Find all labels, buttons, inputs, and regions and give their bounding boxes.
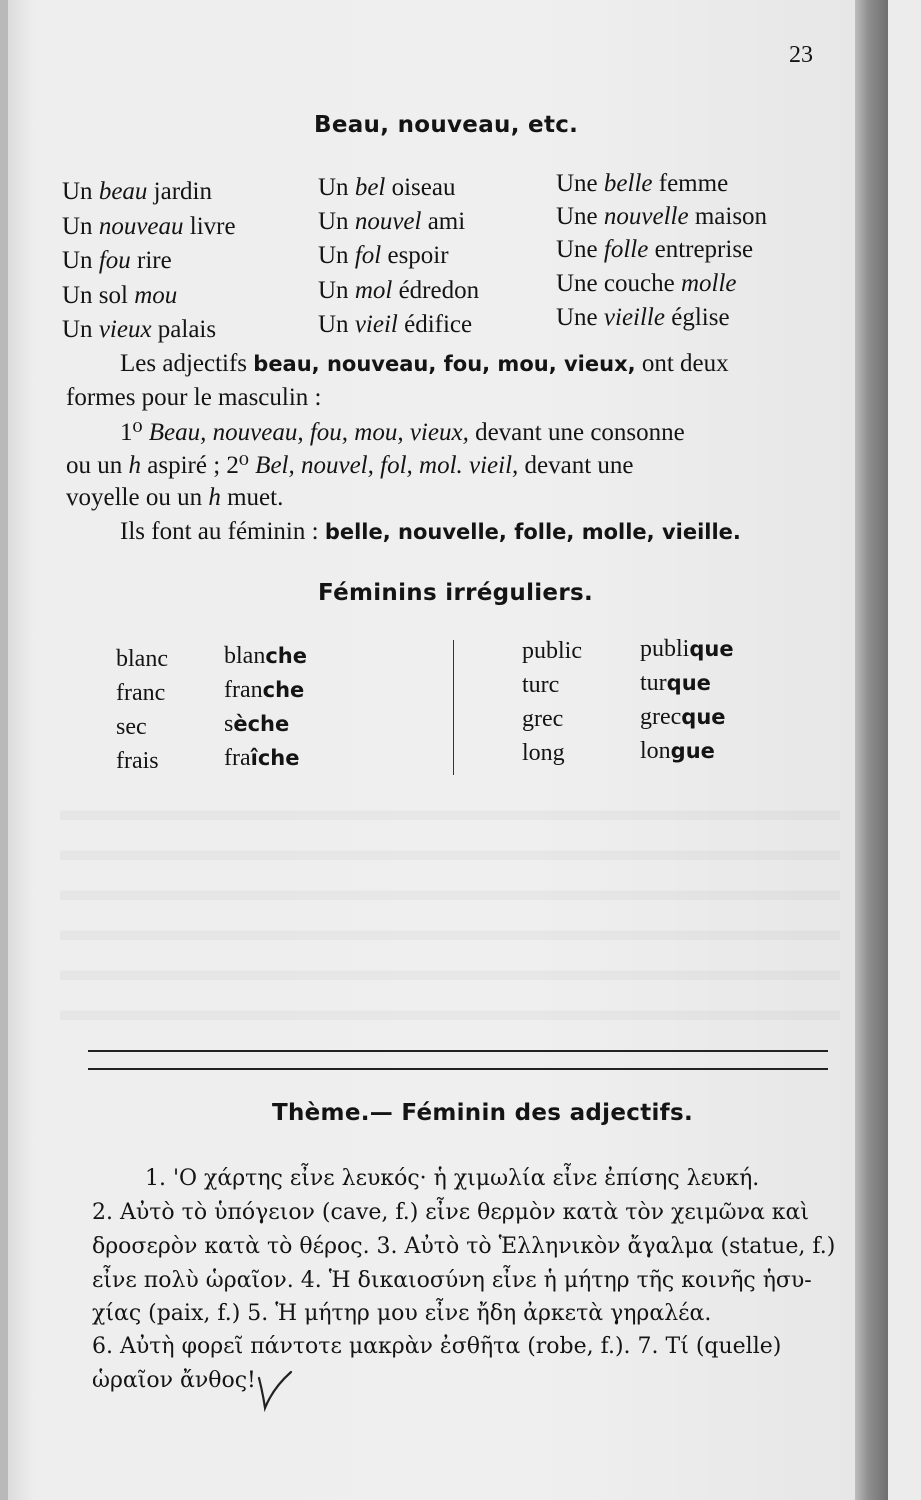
left-masc-1: blanc: [116, 646, 168, 672]
right-fem-3: grecque: [640, 704, 726, 730]
example-row-1-col-1: Un beau jardin: [62, 178, 212, 205]
page-left-edge: [0, 0, 8, 1500]
exercise-line-6: 6. Αὐτὴ φορεῖ πάντοτε μακρὰν ἐσθῆτα (robe, f.). 7. Τί (quelle): [92, 1334, 782, 1359]
rule-line-2: formes pour le masculin :: [66, 384, 322, 411]
exercise-line-3: δροσερὸν κατὰ τὸ θέρος. 3. Αὐτὸ τὸ Ἑλληνικὸν ἄγαλμα (statue, f.): [92, 1234, 836, 1259]
right-fem-1: publique: [640, 636, 734, 662]
left-fem-1: blanche: [224, 643, 307, 669]
example-row-3-col-2: Un fol espoir: [318, 242, 449, 269]
book-binding-shadow: [855, 0, 888, 1500]
left-masc-2: franc: [116, 680, 166, 706]
example-row-5-col-3: Une vieille église: [556, 304, 730, 331]
exercise-line-4: εἶνε πολὺ ὡραῖον. 4. Ἡ δικαιοσύνη εἶνε ἡ μήτηρ τῆς κοινῆς ἡσυ-: [92, 1268, 812, 1293]
left-masc-4: frais: [116, 748, 159, 774]
example-row-1-col-3: Une belle femme: [556, 170, 729, 197]
example-row-4-col-1: Un sol mou: [62, 282, 178, 309]
left-fem-4: fraîche: [224, 745, 300, 771]
left-fem-3: sèche: [224, 711, 290, 737]
rule-line-3: 1⁰ Beau, nouveau, fou, mou, vieux, devant une consonne: [120, 419, 685, 446]
rule-line-1: Les adjectifs beau, nouveau, fou, mou, vieux, ont deux: [120, 350, 729, 377]
left-fem-2: franche: [224, 677, 305, 703]
example-row-2-col-2: Un nouvel ami: [318, 208, 466, 235]
example-row-5-col-1: Un vieux palais: [62, 316, 217, 343]
right-masc-1: public: [522, 638, 582, 664]
right-fem-2: turque: [640, 670, 711, 696]
rule-line-6: Ils font au féminin : belle, nouvelle, folle, molle, vieille.: [120, 518, 741, 545]
left-masc-3: sec: [116, 714, 147, 740]
exercise-line-1: 1. 'Ο χάρτης εἶνε λευκός· ἡ χιμωλία εἶνε ἐπίσης λευκή.: [145, 1166, 760, 1191]
page-number: 23: [789, 42, 813, 68]
divider-rule-bottom: [88, 1068, 828, 1070]
example-row-2-col-3: Une nouvelle maison: [556, 203, 768, 230]
right-masc-4: long: [522, 740, 565, 766]
rule-line-5: voyelle ou un h muet.: [66, 484, 284, 511]
example-row-3-col-1: Un fou rire: [62, 247, 172, 274]
example-row-5-col-2: Un vieil édifice: [318, 311, 473, 338]
example-row-1-col-2: Un bel oiseau: [318, 174, 456, 201]
exercise-line-5: χίας (paix, f.) 5. Ἡ μήτηρ μου εἶνε ἤδη ἀρκετὰ γηραλέα.: [92, 1301, 712, 1326]
rule-line-4: ou un h aspiré ; 2⁰ Bel, nouvel, fol, mol. vieil, devant une: [66, 452, 634, 479]
exercise-line-7: ὡραῖον ἄνθος!: [92, 1368, 256, 1393]
table-divider: [453, 640, 454, 775]
bleed-through-shadow: [60, 780, 840, 1030]
exercise-line-2: 2. Αὐτὸ τὸ ὑπόγειον (cave, f.) εἶνε θερμὸν κατὰ τὸν χειμῶνα καὶ: [92, 1200, 810, 1225]
example-row-4-col-2: Un mol édredon: [318, 277, 480, 304]
right-masc-3: grec: [522, 706, 564, 732]
example-row-4-col-3: Une couche molle: [556, 270, 737, 297]
section-title-feminins-irreguliers: Féminins irréguliers.: [318, 580, 593, 606]
section-title-beau-nouveau: Beau, nouveau, etc.: [314, 112, 579, 138]
handwritten-check-mark-icon: [255, 1368, 295, 1412]
section-title-theme: Thème.— Féminin des adjectifs.: [272, 1100, 694, 1126]
divider-rule-top: [88, 1050, 828, 1052]
example-row-3-col-3: Une folle entreprise: [556, 236, 754, 263]
right-masc-2: turc: [522, 672, 560, 698]
example-row-2-col-1: Un nouveau livre: [62, 213, 236, 240]
right-fem-4: longue: [640, 738, 715, 764]
